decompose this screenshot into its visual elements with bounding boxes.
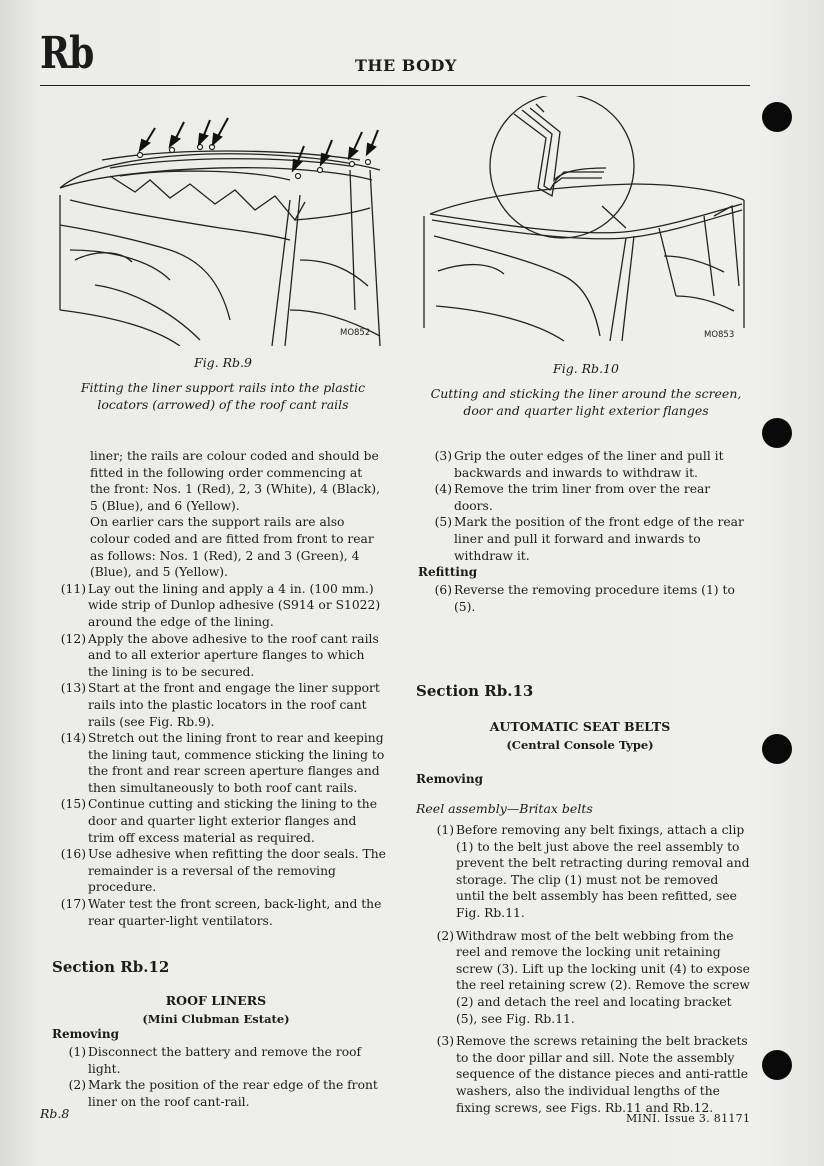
issue-code: MINI. Issue 3. 81171 [626,1112,751,1125]
figure-rb10-caption-text: Cutting and sticking the liner around the screen, door and quarter light exterior flanges [430,386,742,418]
section-rb13-title: AUTOMATIC SEAT BELTS [489,719,671,734]
figure-rb10-caption [424,360,748,419]
car-liner-flange-drawing [414,96,752,346]
binder-hole-bottom [762,1050,792,1080]
figure-rb10-illustration [414,96,752,346]
rb13-step-2: (2) Withdraw most of the belt webbing from the reel and remove the locking unit retaining screw (3). Lift up the locking unit (4) to expose the reel retaining screw (2). Remove the screw (2) and detach the reel and locating bracket (5), see Fig. Rb.11. [436,928,750,1026]
left-column-body [52,448,386,929]
figure-rb9-illustration [50,110,390,346]
section-rb13-removing-heading: Removing [416,772,483,786]
car-roof-rails-drawing [50,110,390,346]
refitting-steps [418,582,750,615]
section-rb13-subtitle: (Central Console Type) [506,738,654,752]
left-step-11: (11) Lay out the lining and apply a 4 in. (100 mm.) wide strip of Dunlop adhesive (S914 or S1022) around the edge of the lining. [60,581,381,629]
page-header-title: THE BODY [355,56,457,75]
right-step-4: (4) Remove the trim liner from over the rear doors. [434,482,711,513]
right-column-steps [418,448,750,564]
left-step-12: (12) Apply the above adhesive to the roof cant rails and to all exterior aperture flanges to which the lining is to be secured. [60,631,379,679]
section-rb12-title-block [100,992,332,1028]
refit-step-6: (6) Reverse the removing procedure items (1) to (5). [434,583,735,614]
rb13-step-1: (1) Before removing any belt fixings, attach a clip (1) to the belt just above the reel assembly to prevent the belt retracting during removal and storage. The clip (1) must not be removed until the belt assembly has been refitted, see Fig. Rb.11. [436,823,750,920]
section-rb13-title-block [440,718,720,754]
figure-rb9-caption [58,354,388,413]
section-rb13-heading: Section Rb.13 [416,682,534,700]
figure-rb9-code: MO852 [340,328,371,338]
rail-order-paragraph: liner; the rails are colour coded and should be fitted in the following order commencing at the front: Nos. 1 (Red), 2, 3 (White), 4 (Black), 5 (Blue), and 6 (Yellow). [90,449,381,513]
figure-rb9-label: Fig. Rb.9 [194,355,252,370]
rb12-step-1: (1) Disconnect the battery and remove the roof light. [68,1045,362,1076]
header-rule [40,85,750,86]
binder-hole-middle [762,734,792,764]
binder-hole-upper [762,418,792,448]
section-rb12-title: ROOF LINERS [165,993,267,1008]
section-rb12-subtitle: (Mini Clubman Estate) [142,1012,290,1026]
binder-hole-top [762,102,792,132]
figure-rb10-code: MO853 [704,330,735,340]
right-step-5: (5) Mark the position of the front edge of the rear liner and pull it forward and inwards to withdraw it. [434,515,744,563]
left-step-15: (15) Continue cutting and sticking the lining to the door and quarter light exterior flanges and trim off excess material as required. [60,797,378,845]
page-number: Rb.8 [40,1106,70,1121]
section-code: Rb [40,28,94,79]
left-step-13: (13) Start at the front and engage the liner support rails into the plastic locators in the roof cant rails (see Fig. Rb.9). [60,681,380,729]
right-step-3: (3) Grip the outer edges of the liner and pull it backwards and inwards to withdraw it. [434,449,724,480]
refitting-heading: Refitting [418,565,478,579]
section-rb13-steps [416,822,750,1116]
figure-rb10-label: Fig. Rb.10 [553,361,619,376]
section-rb12-removing-heading: Removing [52,1027,119,1041]
rb12-step-2: (2) Mark the position of the rear edge of the front liner on the roof cant-rail. [68,1078,378,1109]
left-step-14: (14) Stretch out the lining front to rear and keeping the lining taut, commence sticking the lining to the front and rear screen aperture flanges and then simultaneously to both roof cant rails. [60,731,385,795]
left-step-16: (16) Use adhesive when refitting the door seals. The remainder is a reversal of the removing procedure. [60,847,386,895]
rb13-step-3: (3) Remove the screws retaining the belt brackets to the door pillar and sill. Note the assembly sequence of the distance pieces and anti-rattle washers, also the individual lengths of the fixing screws, see Figs. Rb.11 and Rb.12. [436,1034,749,1115]
reel-assembly-heading: Reel assembly—Britax belts [416,801,593,816]
earlier-cars-paragraph: On earlier cars the support rails are also colour coded and are fitted from front to rear as follows: Nos. 1 (Red), 2 and 3 (Green), 4 (Blue), and 5 (Yellow). [90,515,374,580]
left-step-17: (17) Water test the front screen, back-light, and the rear quarter-light ventilators. [60,897,382,928]
section-rb12-heading: Section Rb.12 [52,958,170,976]
figure-rb9-caption-text: Fitting the liner support rails into the plastic locators (arrowed) of the roof cant rails [80,380,366,412]
section-rb12-steps [52,1044,386,1110]
